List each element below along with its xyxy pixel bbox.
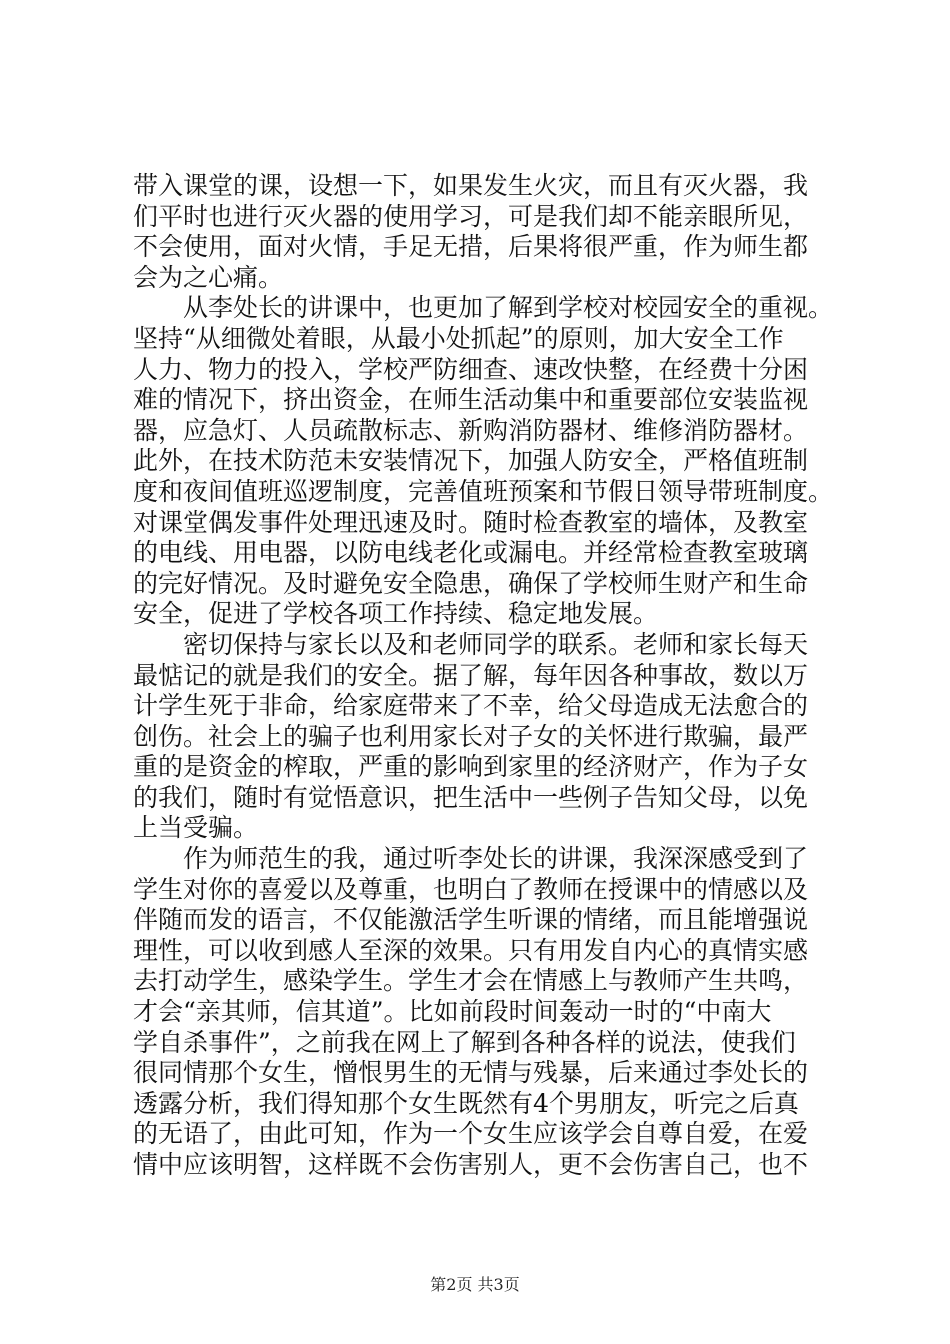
text-line: 此外，在技术防范未安装情况下，加强人防安全，严格值班制 <box>133 446 809 476</box>
text-line: 很同情那个女生，憎恨男生的无情与残暴，后来通过李处长的 <box>133 1058 809 1088</box>
paragraph <box>133 630 853 844</box>
text-line: 透露分析，我们得知那个女生既然有4个男朋友，听完之后真 <box>133 1088 799 1118</box>
text-line: 情中应该明智，这样既不会伤害别人，更不会伤害自己，也不 <box>133 1150 809 1179</box>
page-number-footer: 第2页 共3页 <box>430 1275 520 1294</box>
text-line: 计学生死于非命，给家庭带来了不幸，给父母造成无法愈合的 <box>133 691 809 721</box>
text-line: 坚持“从细微处着眼，从最小处抓起”的原则，加大安全工作 <box>133 323 784 353</box>
text-line: 作为师范生的我，通过听李处长的讲课，我深深感受到了 <box>183 844 809 874</box>
text-line: 重的是资金的榨取，严重的影响到家里的经济财产，作为子女 <box>133 752 809 782</box>
text-line: 度和夜间值班巡逻制度，完善值班预案和节假日领导带班制度。 <box>133 476 834 506</box>
text-line: 密切保持与家长以及和老师同学的联系。老师和家长每天 <box>183 629 809 659</box>
text-line: 的完好情况。及时避免安全隐患，确保了学校师生财产和生命 <box>133 568 809 598</box>
text-line: 的我们，随时有觉悟意识，把生活中一些例子告知父母，以免 <box>133 782 809 812</box>
text-line: 从李处长的讲课中，也更加了解到学校对校园安全的重视。 <box>183 293 834 323</box>
text-line: 不会使用，面对火情，手足无措，后果将很严重，作为师生都 <box>133 232 809 262</box>
text-line: 会为之心痛。 <box>133 262 284 292</box>
text-line: 最惦记的就是我们的安全。据了解，每年因各种事故，数以万 <box>133 660 809 690</box>
paragraph <box>133 293 853 630</box>
text-line: 创伤。社会上的骗子也利用家长对子女的关怀进行欺骗，最严 <box>133 721 809 751</box>
text-line: 的电线、用电器，以防电线老化或漏电。并经常检查教室玻璃 <box>133 538 809 568</box>
document-body <box>133 171 853 1181</box>
text-line: 人力、物力的投入，学校严防细查、速改快整，在经费十分困 <box>133 354 809 384</box>
text-line: 对课堂偶发事件处理迅速及时。随时检查教室的墙体，及教室 <box>133 507 809 537</box>
text-line: 器，应急灯、人员疏散标志、新购消防器材、维修消防器材。 <box>133 415 809 445</box>
text-line: 安全，促进了学校各项工作持续、稳定地发展。 <box>133 599 659 629</box>
text-line: 带入课堂的课，设想一下，如果发生火灾，而且有灭火器，我 <box>133 171 809 200</box>
text-line: 们平时也进行灭火器的使用学习，可是我们却不能亲眼所见， <box>133 201 809 231</box>
paragraph <box>133 844 853 1181</box>
text-line: 才会“亲其师，信其道”。比如前段时间轰动一时的“中南大 <box>133 997 772 1027</box>
text-line: 理性，可以收到感人至深的效果。只有用发自内心的真情实感 <box>133 935 809 965</box>
text-line: 学自杀事件”，之前我在网上了解到各种各样的说法，使我们 <box>133 1027 796 1057</box>
text-line: 上当受骗。 <box>133 813 259 843</box>
paragraph <box>133 171 853 293</box>
text-line: 难的情况下，挤出资金，在师生活动集中和重要部位安装监视 <box>133 385 809 415</box>
text-line: 去打动学生，感染学生。学生才会在情感上与教师产生共鸣， <box>133 966 809 996</box>
text-line: 伴随而发的语言，不仅能激活学生听课的情绪，而且能增强说 <box>133 905 809 935</box>
text-line: 的无语了，由此可知，作为一个女生应该学会自尊自爱，在爱 <box>133 1119 809 1149</box>
text-line: 学生对你的喜爱以及尊重，也明白了教师在授课中的情感以及 <box>133 874 809 904</box>
